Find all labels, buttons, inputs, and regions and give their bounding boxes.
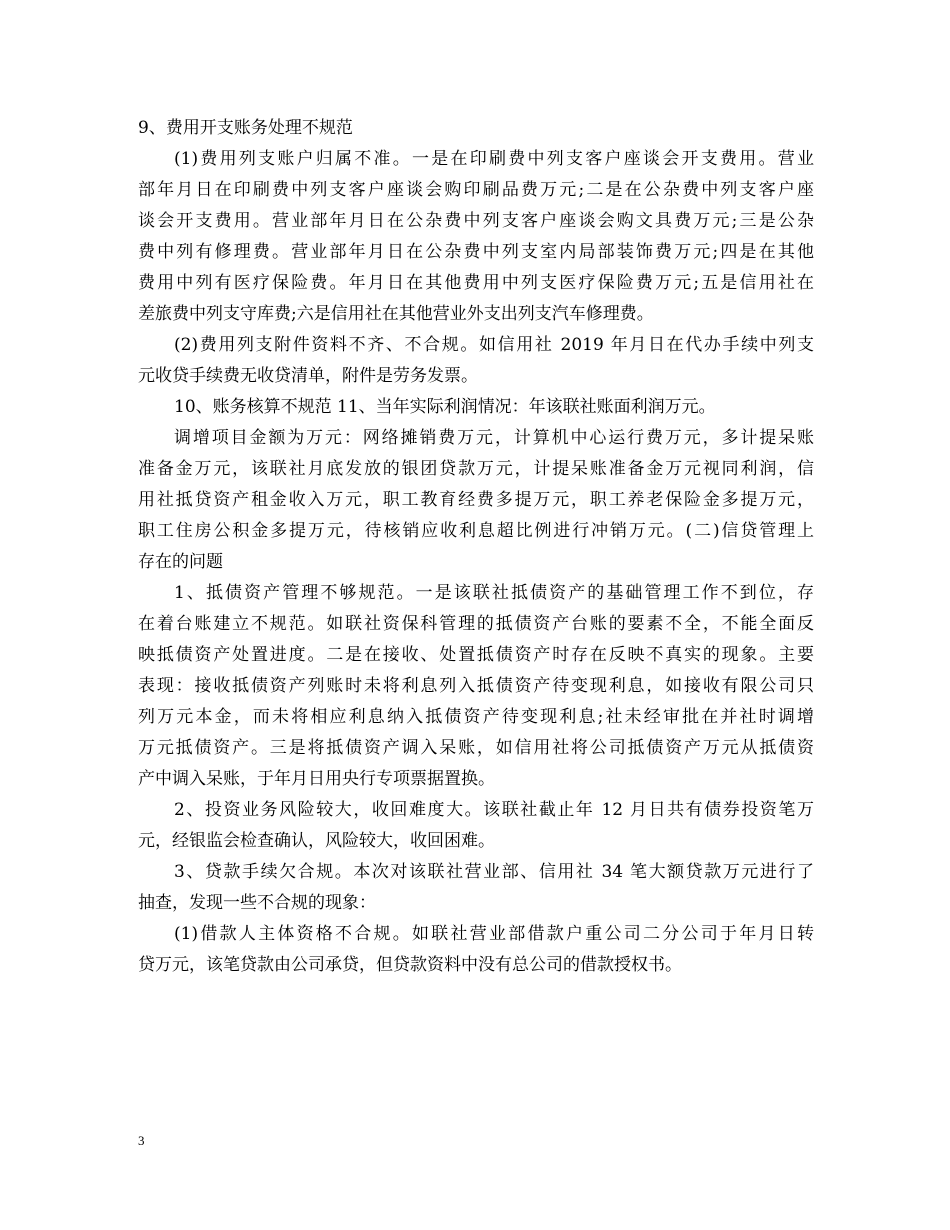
paragraph-line: 调增项目金额为万元：网络摊销费万元，计算机中心运行费万元，多计提呆账 [174,428,814,448]
paragraph-line: (2)费用列支附件资料不齐、不合规。如信用社 2019 年月日在代办手续中列支 [174,335,814,355]
paragraph-line: 存在的问题 [138,552,223,572]
paragraph-line: 1、抵债资产管理不够规范。一是该联社抵债资产的基础管理工作不到位，存 [174,583,814,603]
paragraph-line: 部年月日在印刷费中列支客户座谈会购印刷品费万元;二是在公杂费中列支客户座 [138,180,814,200]
paragraph-line: 差旅费中列支守库费;六是信用社在其他营业外支出列支汽车修理费。 [138,304,654,324]
paragraph-line: 3、贷款手续欠合规。本次对该联社营业部、信用社 34 笔大额贷款万元进行了 [174,862,814,882]
paragraph-line: 在着台账建立不规范。如联社资保科管理的抵债资产台账的要素不全，不能全面反 [138,614,814,634]
paragraph-line: 用社抵贷资产租金收入万元，职工教育经费多提万元，职工养老保险金多提万元， [138,490,814,510]
paragraph-line: (1)费用列支账户归属不准。一是在印刷费中列支客户座谈会开支费用。营业 [174,149,814,169]
paragraph-line: 表现：接收抵债资产列账时未将利息列入抵债资产待变现利息，如接收有限公司只 [138,676,814,696]
paragraph-line: 职工住房公积金多提万元，待核销应收利息超比例进行冲销万元。(二)信贷管理上 [138,521,814,541]
paragraph-line: 列万元本金，而未将相应利息纳入抵债资产待变现利息;社未经审批在并社时调增 [138,707,814,727]
paragraph-line: 费中列有修理费。营业部年月日在公杂费中列支室内局部装饰费万元;四是在其他 [138,242,814,262]
paragraph-line: 费用中列有医疗保险费。年月日在其他费用中列支医疗保险费万元;五是信用社在 [138,273,814,293]
paragraph-line: 抽查，发现一些不合规的现象： [138,893,376,913]
paragraph-line: 万元抵债资产。三是将抵债资产调入呆账，如信用社将公司抵债资产万元从抵债资 [138,738,814,758]
paragraph-line: 产中调入呆账，于年月日用央行专项票据置换。 [138,769,495,789]
paragraph-line: 谈会开支费用。营业部年月日在公杂费中列支客户座谈会购文具费万元;三是公杂 [138,211,814,231]
paragraph-line: 准备金万元，该联社月底发放的银团贷款万元，计提呆账准备金万元视同利润，信 [138,459,814,479]
paragraph-line: 元，经银监会检查确认，风险较大，收回困难。 [138,831,495,851]
paragraph-line: 10、账务核算不规范 11、当年实际利润情况：年该联社账面利润万元。 [174,397,716,417]
section-heading: 9、费用开支账务处理不规范 [138,118,353,138]
paragraph-line: 元收贷手续费无收贷清单，附件是劳务发票。 [138,366,478,386]
page-number: 3 [138,1133,145,1148]
paragraph-line: 贷万元，该笔贷款由公司承贷，但贷款资料中没有总公司的借款授权书。 [138,955,682,975]
paragraph-line: 2、投资业务风险较大，收回难度大。该联社截止年 12 月日共有债券投资笔万 [174,800,814,820]
paragraph-line: 映抵债资产处置进度。二是在接收、处置抵债资产时存在反映不真实的现象。主要 [138,645,814,665]
document-body [138,113,814,981]
paragraph-line: (1)借款人主体资格不合规。如联社营业部借款户重公司二分公司于年月日转 [174,924,814,944]
